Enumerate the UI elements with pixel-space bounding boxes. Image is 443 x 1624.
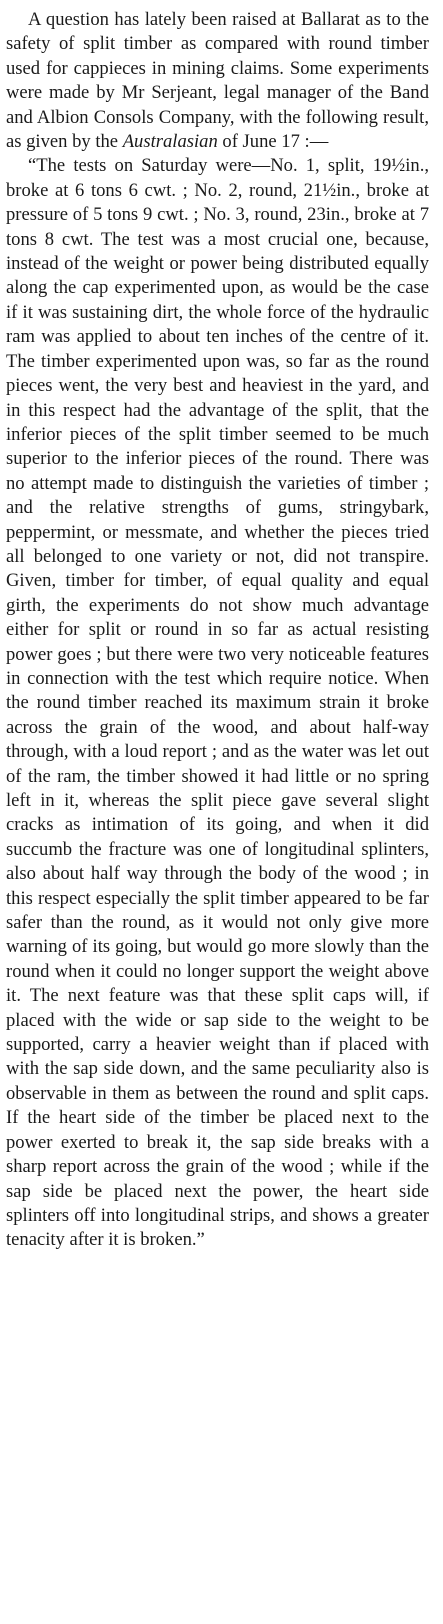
intro-text-start: A question has lately been raised at Ballarat as to the safety of split timber as compared with round timber used for cappieces in mining claims. Some experiments were made by Mr Serjeant, legal manager of the Band and Albion Consols Company, with the following result, as given by the — [6, 9, 429, 153]
quoted-report-paragraph: “The tests on Saturday were—No. 1, split, 19½in., broke at 6 tons 6 cwt. ; No. 2, round, 21½in., broke at pressure of 5 tons 9 cwt. ; No. 3, round, 23in., broke at 7 tons 8 cwt. The test was a most crucial one, because, instead of the weight or power being distributed equally along the cap experimented upon, as would be the case if it was sustaining dirt, the whole force of the hydraulic ram was applied to about ten inches of the centre of it. The timber experimented upon was, so far as the round pieces went, the very best and heaviest in the yard, and in this respect had the advantage of the split, that the inferior pieces of the split timber seemed to be much superior to the inferior pieces of the round. There was no attempt made to distinguish the varieties of timber ; and the relative strengths of gums, stringybark, peppermint, or messmate, and whether the pieces tried all belonged to one variety or not, did not transpire. Given, timber for timber, of equal quality and equal girth, the experiments do not show much advantage either for split or round in so far as actual resisting power goes ; but there were two very noticeable features in connection with the test which require notice. When the round timber reached its maximum strain it broke across the grain of the wood, and about half-way through, with a loud report ; and as the water was let out of the ram, the timber showed it had little or no spring left in it, whereas the split piece gave several slight cracks as intimation of its going, and when it did succumb the fracture was one of longitudinal splinters, also about half way through the body of the wood ; in this respect especially the split timber appeared to be far safer than the round, as it would not only give more warning of its going, but would go more slowly than the round when it could no longer support the weight above it. The next feature was that these split caps will, if placed with the wide or sap side to the weight to be supported, carry a heavier weight than if placed with with the sap side down, and the same peculiarity also is observable in them as between the round and split caps. If the heart side of the timber be placed next to the power exerted to break it, the sap side breaks with a sharp report across the grain of the wood ; while if the sap side be placed next the power, the heart side splinters off into longitudinal strips, and shows a greater tenacity after it is broken.” — [6, 155, 429, 1251]
intro-paragraph — [6, 8, 429, 154]
intro-text-end: of June 17 :— — [217, 131, 329, 153]
publication-name: Australasian — [122, 131, 218, 153]
